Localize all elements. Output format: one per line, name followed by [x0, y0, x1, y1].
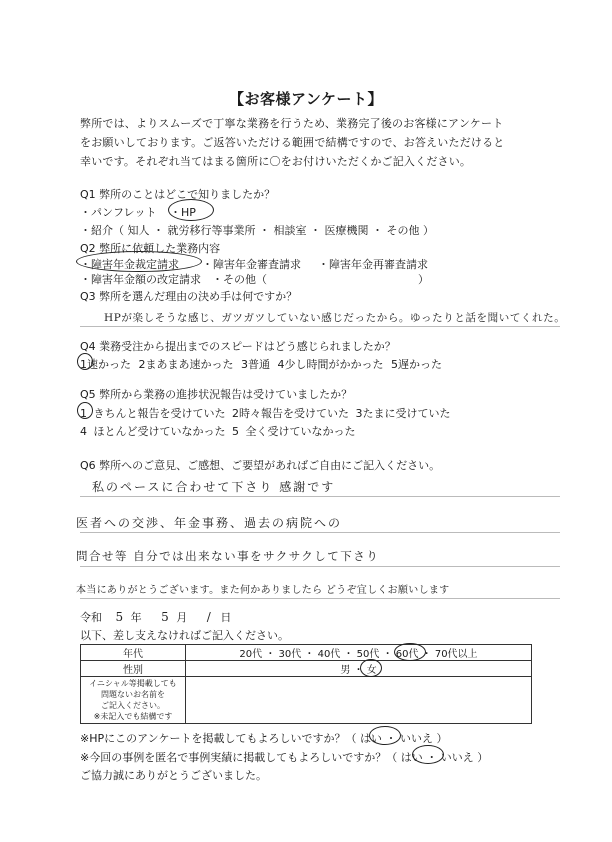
age-60s-selection-mark [394, 643, 426, 661]
q6-writing-line-1 [80, 496, 560, 497]
q1-option-referral: ・紹介（ 知人 ・ 就労移行等事業所 ・ 相談室 ・ 医療機関 ・ その他 ） [80, 224, 434, 237]
q2-option-review-request: ・障害年金審査請求 [202, 258, 301, 271]
q1-question: Q1 弊所のことはどこで知りましたか？ [80, 188, 276, 201]
q2-option-initial-claim: ・障害年金裁定請求 [80, 258, 179, 271]
q4-options: 1速かった 2まあまあ速かった 3普通 4少し時間がかかった 5遅かった [80, 358, 442, 371]
date-row [80, 609, 231, 625]
gender-label: 性別 [81, 661, 186, 677]
q2-option-other: ・その他（ [212, 273, 267, 286]
q6-answer-line-4: 本当にありがとうございます。また何かありましたら どうぞ宜しくお願いします [76, 585, 450, 596]
q4-selection-mark [77, 353, 93, 370]
initials-label-line-1: イニシャル等掲載しても [89, 679, 177, 688]
q5-options-line-2: 4 ほとんど受けていなかった 5 全く受けていなかった [80, 425, 356, 438]
q6-writing-line-2 [80, 532, 560, 533]
thanks-message: ご協力誠にありがとうございました。 [80, 769, 267, 782]
age-options [186, 645, 532, 661]
q5-options-line-1: 1 きちんと報告を受けていた 2時々報告を受けていた 3たまに受けていた [80, 407, 451, 420]
q2-option-other-close: ） [418, 273, 429, 286]
q3-question: Q3 弊所を選んだ理由の決め手は何ですか？ [80, 290, 298, 303]
q2-option-re-review-request: ・障害年金再審査請求 [318, 258, 428, 271]
table-intro: 以下、差し支えなければご記入ください。 [80, 629, 289, 642]
q4-question: Q4 業務受注から提出までのスピードはどう感じられましたか？ [80, 340, 396, 353]
q6-answer-line-1: 私のペースに合わせて下さり 感謝です [92, 480, 336, 494]
hp-publish-question: ※HPにこのアンケートを掲載してもよろしいですか？（ はい ・ いいえ ） [80, 732, 448, 745]
case-publish-question: ※今回の事例を匿名で事例実績に掲載してもよろしいですか？（ はい ・ いいえ ） [80, 751, 489, 764]
initials-label-line-3: ご記入ください。 [101, 701, 165, 710]
table-row-initials [81, 677, 532, 724]
q6-question: Q6 弊所へのご意見、ご感想、ご要望があればご自由にご記入ください。 [80, 459, 441, 472]
date-year: 5 [115, 610, 124, 624]
intro-line-2: をお願いしております。ご返答いただける範囲で結構ですので、お答えいただけると [80, 136, 505, 149]
gender-options [186, 661, 532, 677]
initials-label-line-2: 問題ないお名前を [101, 690, 165, 699]
q3-answer-line [80, 326, 560, 327]
initials-label-line-4: ※未記入でも結構です [93, 712, 173, 721]
q5-selection-mark [77, 402, 93, 419]
q6-writing-line-4 [80, 598, 560, 599]
q2-question: Q2 弊所に依頼した業務内容 [80, 242, 221, 255]
q5-question: Q5 弊所から業務の進捗状況報告は受けていましたか？ [80, 388, 353, 401]
q1-hp-selection-mark [168, 199, 214, 221]
q1-option-pamphlet: ・パンフレット [80, 206, 157, 219]
q6-writing-line-3 [80, 566, 560, 567]
hp-publish-yes-mark [369, 726, 401, 745]
date-day-unit: 日 [220, 611, 232, 624]
initials-entry-cell[interactable] [186, 677, 532, 724]
date-era: 令和 [80, 611, 102, 624]
table-row-age [81, 645, 532, 661]
date-year-unit: 年 [130, 611, 142, 624]
q2-selection-mark [76, 251, 202, 272]
demographics-table [80, 644, 532, 724]
date-month-unit: 月 [176, 611, 188, 624]
q6-answer-line-2: 医者への交渉、年金事務、過去の病院への [76, 516, 343, 530]
date-month: 5 [161, 610, 169, 624]
gender-female-selection-mark [360, 659, 382, 677]
table-row-gender [81, 661, 532, 677]
intro-line-1: 弊所では、よりスムーズで丁寧な業務を行うため、業務完了後のお客様にアンケート [80, 117, 504, 130]
age-label: 年代 [81, 645, 186, 661]
case-publish-yes-mark [412, 745, 444, 764]
q3-handwritten-answer: HPが楽しそうな感じ、ガツガツしていない感じだったから。ゆったりと話を聞いてくれた。 [104, 312, 566, 324]
q2-option-amount-revision: ・障害年金額の改定請求 [80, 273, 201, 286]
page-title: 【お客様アンケート】 [228, 90, 384, 108]
age-options-text: 20代 ・ 30代 ・ 40代 ・ 50代 ・ 60代 ・ 70代以上 [239, 649, 478, 660]
gender-options-text: 男 ・ 女 [340, 665, 377, 676]
q6-answer-line-3: 問合せ等 自分では出来ない事をサクサクして下さり [76, 549, 380, 563]
date-day: / [206, 610, 211, 624]
intro-line-3: 幸いです。それぞれ当てはまる箇所に〇をお付けいただくかご記入ください。 [80, 155, 472, 168]
q1-option-hp: ・HP [170, 206, 196, 219]
initials-label [81, 677, 186, 724]
